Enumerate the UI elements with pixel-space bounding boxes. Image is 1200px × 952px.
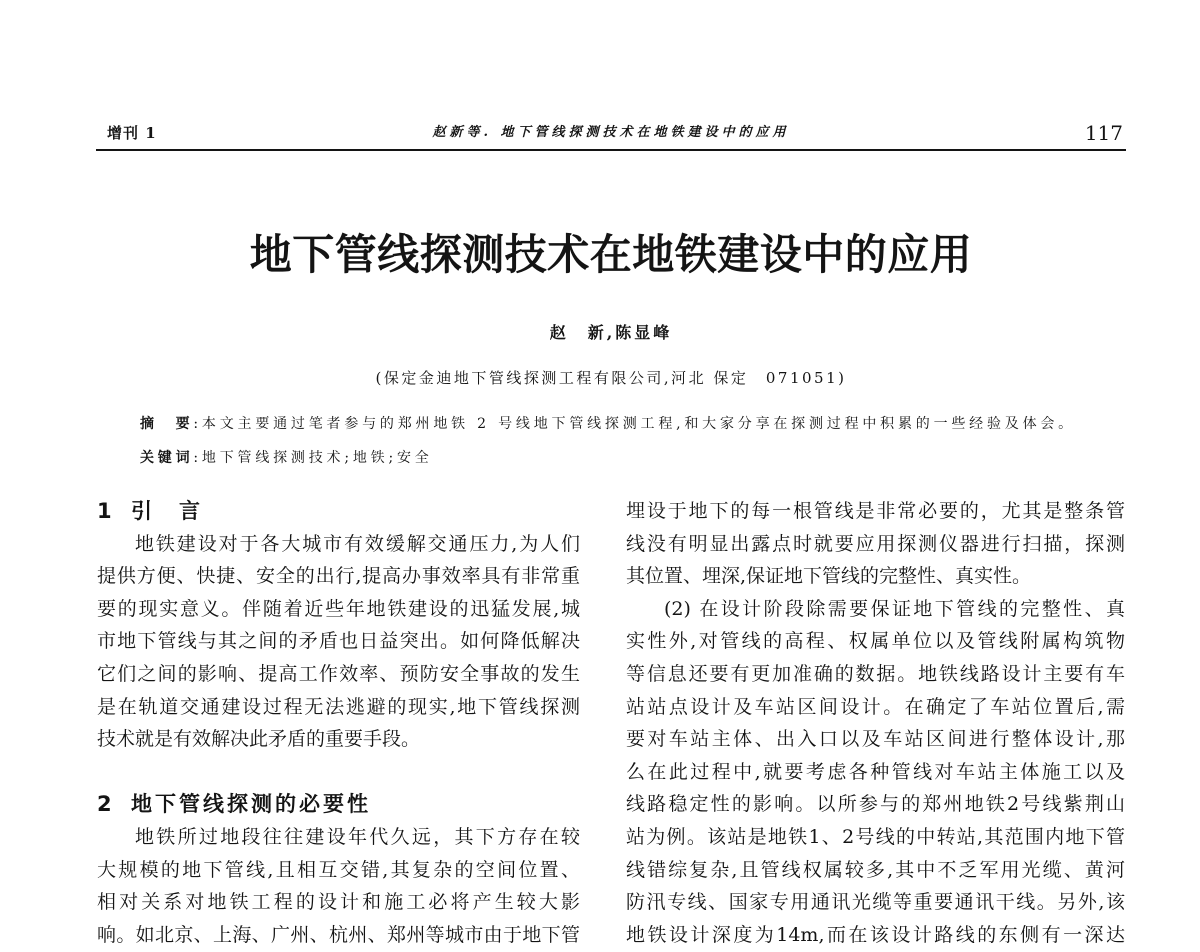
keywords bbox=[140, 446, 433, 470]
section-number: 2 bbox=[97, 792, 112, 817]
right-column bbox=[626, 495, 1125, 951]
text-line: 埋设于地下的每一根管线是非常必要的，尤其是整条管 bbox=[626, 500, 1125, 522]
abstract-text: :本文主要通过笔者参与的郑州地铁 2 号线地下管线探测工程,和大家分享在探测过程中积累的一些经验及体会。 bbox=[193, 416, 1076, 432]
text-line: 它们之间的影响、提高工作效率、预防安全事故的发生 bbox=[97, 662, 580, 685]
paragraph bbox=[97, 528, 580, 756]
text-line: 要对车站主体、出入口以及车站区间进行整体设计,那 bbox=[626, 728, 1125, 751]
text-line: 站站点设计及车站区间设计。在确定了车站位置后,需 bbox=[626, 695, 1125, 718]
header-rule bbox=[96, 149, 1126, 151]
affiliation: (保定金迪地下管线探测工程有限公司,河北 保定 071051) bbox=[375, 369, 847, 387]
text-line: 等信息还要有更加准确的数据。地铁线路设计主要有车 bbox=[626, 662, 1125, 685]
text-line: 是在轨道交通建设过程无法逃避的现实,地下管线探测 bbox=[97, 695, 580, 718]
section-1-heading bbox=[97, 495, 580, 528]
abstract-label: 摘 要 bbox=[140, 416, 194, 432]
paper-title: 地下管线探测技术在地铁建设中的应用 bbox=[249, 230, 973, 279]
text-line: 市地下管线与其之间的矛盾也日益突出。如何降低解决 bbox=[97, 630, 580, 653]
text-line: 线路稳定性的影响。以所参与的郑州地铁2号线紫荆山 bbox=[626, 793, 1125, 816]
text-line: 实性外,对管线的高程、权属单位以及管线附属构筑物 bbox=[626, 630, 1125, 653]
page-number: 117 bbox=[1084, 121, 1123, 145]
running-header-issue: 增刊 1 bbox=[107, 124, 157, 142]
section-spacer bbox=[97, 756, 580, 789]
text-line: 地铁设计深度为14m,而在该设计路线的东侧有一深达 bbox=[626, 923, 1125, 946]
keywords-label: 关键词 bbox=[140, 450, 194, 466]
text-line: 相对关系对地铁工程的设计和施工必将产生较大影 bbox=[97, 891, 580, 914]
text-line: 大规模的地下管线,且相互交错,其复杂的空间位置、 bbox=[97, 858, 580, 881]
text-line: 要的现实意义。伴随着近些年地铁建设的迅猛发展,城 bbox=[97, 597, 580, 620]
text-line: 地铁建设对于各大城市有效缓解交通压力,为人们 bbox=[135, 532, 580, 555]
text-line: (2) 在设计阶段除需要保证地下管线的完整性、真 bbox=[664, 597, 1125, 620]
section-number: 1 bbox=[97, 499, 112, 523]
text-line: 防汛专线、国家专用通讯光缆等重要通讯干线。另外,该 bbox=[626, 891, 1125, 914]
text-line: 技术就是有效解决此矛盾的重要手段。 bbox=[97, 728, 421, 751]
keywords-text: :地下管线探测技术;地铁;安全 bbox=[193, 450, 433, 466]
text-line: 响。如北京、上海、广州、杭州、郑州等城市由于地下管 bbox=[97, 923, 580, 946]
text-line: 其位置、埋深,保证地下管线的完整性、真实性。 bbox=[626, 565, 1032, 588]
section-title: 引 言 bbox=[131, 499, 203, 523]
text-line: 线没有明显出露点时就要应用探测仪器进行扫描，探测 bbox=[626, 532, 1125, 555]
text-line: 线错综复杂,且管线权属较多,其中不乏军用光缆、黄河 bbox=[626, 858, 1125, 881]
paragraph bbox=[626, 593, 1125, 952]
left-column bbox=[97, 495, 580, 951]
running-header-title: 赵新等. 地下管线探测技术在地铁建设中的应用 bbox=[432, 125, 790, 140]
abstract bbox=[140, 412, 1076, 436]
text-line: 提供方便、快捷、安全的出行,提高办事效率具有非常重 bbox=[97, 565, 580, 588]
text-line: 么在此过程中,就要考虑各种管线对车站主体施工以及 bbox=[626, 760, 1125, 783]
authors: 赵 新,陈显峰 bbox=[549, 323, 673, 342]
section-title: 地下管线探测的必要性 bbox=[131, 792, 371, 817]
paragraph bbox=[626, 495, 1125, 593]
text-line: 站为例。该站是地铁1、2号线的中转站,其范围内地下管 bbox=[626, 825, 1125, 848]
text-line: 地铁所过地段往往建设年代久远，其下方存在较 bbox=[135, 825, 580, 848]
paragraph bbox=[97, 821, 580, 951]
section-2-heading bbox=[97, 788, 580, 821]
